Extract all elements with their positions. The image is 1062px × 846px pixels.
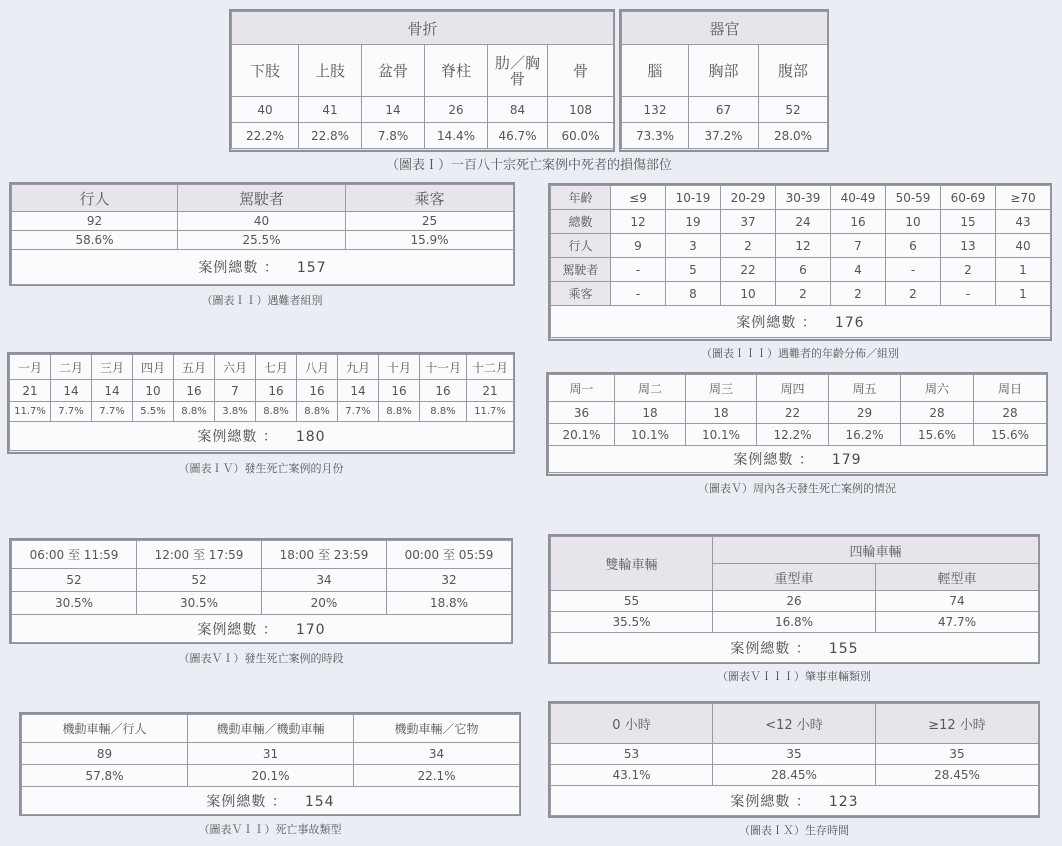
col-header: 行人: [12, 185, 178, 212]
total-row: [10, 422, 514, 451]
period-header: 00:00 至 05:59: [387, 541, 512, 569]
col-header: 腦: [622, 45, 689, 97]
fracture-table: [231, 11, 614, 149]
age-cell: 7: [831, 234, 886, 258]
percent-cell: 22.2%: [232, 123, 299, 149]
percent-cell: 15.6%: [974, 424, 1047, 446]
month-header: 六月: [215, 355, 256, 380]
age-cell: 2: [776, 282, 831, 306]
period-header: 06:00 至 11:59: [12, 541, 137, 569]
age-cell: 24: [776, 210, 831, 234]
percent-cell: 46.7%: [488, 123, 548, 149]
total-label: 案例總數 ：: [730, 640, 811, 657]
total-label: 案例總數 ：: [736, 314, 817, 331]
table-caption: （圖表Ｖ）周內各天發生死亡案例的情況: [698, 482, 896, 495]
age-group: 20-29: [721, 186, 776, 210]
count-cell: 16: [379, 380, 420, 402]
percent-cell: 8.8%: [420, 402, 467, 422]
age-group: 50-59: [886, 186, 941, 210]
total-value: 179: [831, 452, 862, 468]
table-caption: （圖表Ｉ）一百八十宗死亡案例中死者的損傷部位: [385, 158, 672, 173]
age-cell: 13: [941, 234, 996, 258]
percent-cell: 60.0%: [548, 123, 614, 149]
percent-cell: 7.7%: [338, 402, 379, 422]
count-cell: 22: [757, 402, 829, 424]
light-vehicle-header: 輕型車: [876, 564, 1039, 591]
col-header: 脊柱: [425, 45, 488, 97]
count-cell: 35: [713, 744, 876, 765]
total-row: [551, 306, 1051, 338]
age-cell: 40: [996, 234, 1051, 258]
percent-cell: 73.3%: [622, 123, 689, 149]
age-cell: 19: [666, 210, 721, 234]
count-cell: 40: [178, 212, 346, 231]
count-cell: 21: [10, 380, 51, 402]
count-cell: 26: [713, 591, 876, 612]
age-group: 30-39: [776, 186, 831, 210]
month-header: 七月: [256, 355, 297, 380]
count-cell: 25: [346, 212, 514, 231]
count-cell: 21: [467, 380, 514, 402]
total-value: 157: [296, 260, 327, 276]
count-cell: 32: [387, 569, 512, 592]
count-cell: 132: [622, 97, 689, 123]
time-period-table: [11, 540, 512, 643]
percent-cell: 7.7%: [92, 402, 133, 422]
age-cell: 16: [831, 210, 886, 234]
weekday-header: 周二: [615, 375, 686, 402]
percent-cell: 10.1%: [615, 424, 686, 446]
percent-cell: 8.8%: [379, 402, 420, 422]
survival-header: <12 小時: [713, 704, 876, 744]
count-cell: 18: [686, 402, 757, 424]
percent-cell: 16.2%: [829, 424, 901, 446]
percent-cell: 5.5%: [133, 402, 174, 422]
total-label: 案例總數 ：: [197, 621, 278, 638]
percent-cell: 30.5%: [12, 592, 137, 615]
count-cell: 84: [488, 97, 548, 123]
month-header: 二月: [51, 355, 92, 380]
percent-cell: 18.8%: [387, 592, 512, 615]
percent-cell: 43.1%: [551, 765, 713, 786]
organ-table: [621, 11, 828, 149]
count-cell: 28: [901, 402, 974, 424]
total-row: [549, 446, 1047, 473]
age-cell: 12: [611, 210, 666, 234]
month-header: 一月: [10, 355, 51, 380]
count-cell: 74: [876, 591, 1039, 612]
age-group: 60-69: [941, 186, 996, 210]
count-cell: 36: [549, 402, 615, 424]
age-cell: 8: [666, 282, 721, 306]
age-cell: 22: [721, 258, 776, 282]
table-caption: （圖表ＩＶ）發生死亡案例的月份: [178, 462, 344, 475]
row-label: 乘客: [551, 282, 611, 306]
fracture-header: 骨折: [232, 12, 614, 45]
weekday-header: 周日: [974, 375, 1047, 402]
age-cell: 4: [831, 258, 886, 282]
age-cell: -: [611, 282, 666, 306]
percent-cell: 47.7%: [876, 612, 1039, 633]
total-row: [12, 250, 514, 285]
age-cell: 10: [886, 210, 941, 234]
table-caption: （圖表ＩＩ）遇難者組別: [201, 294, 323, 307]
count-cell: 16: [297, 380, 338, 402]
percent-cell: 3.8%: [215, 402, 256, 422]
age-cell: 15: [941, 210, 996, 234]
weekday-header: 周四: [757, 375, 829, 402]
row-label: 總數: [551, 210, 611, 234]
total-value: 176: [834, 314, 865, 331]
count-cell: 18: [615, 402, 686, 424]
percent-cell: 8.8%: [256, 402, 297, 422]
count-cell: 16: [256, 380, 297, 402]
count-cell: 55: [551, 591, 713, 612]
month-header: 九月: [338, 355, 379, 380]
count-cell: 34: [354, 743, 520, 765]
age-cell: -: [886, 258, 941, 282]
col-header: 腹部: [759, 45, 828, 97]
count-cell: 31: [188, 743, 354, 765]
age-cell: 2: [721, 234, 776, 258]
col-header: 肋／胸骨: [488, 45, 548, 97]
table-caption: （圖表ＩＸ）生存時間: [739, 824, 849, 837]
victim-group-table: [11, 184, 514, 285]
count-cell: 14: [51, 380, 92, 402]
total-label: 案例總數 ：: [206, 793, 287, 810]
percent-cell: 28.45%: [876, 765, 1039, 786]
percent-cell: 15.9%: [346, 231, 514, 250]
count-cell: 14: [338, 380, 379, 402]
age-cell: 2: [831, 282, 886, 306]
age-cell: 10: [721, 282, 776, 306]
percent-cell: 25.5%: [178, 231, 346, 250]
age-cell: 12: [776, 234, 831, 258]
total-value: 155: [828, 640, 859, 657]
count-cell: 92: [12, 212, 178, 231]
count-cell: 34: [262, 569, 387, 592]
weekday-header: 周三: [686, 375, 757, 402]
count-cell: 89: [22, 743, 188, 765]
age-cell: 2: [886, 282, 941, 306]
percent-cell: 14.4%: [425, 123, 488, 149]
accident-type-table: [21, 714, 520, 815]
period-header: 18:00 至 23:59: [262, 541, 387, 569]
age-cell: -: [611, 258, 666, 282]
table-caption: （圖表ＶＩＩ）死亡事故類型: [198, 823, 342, 836]
total-label: 案例總數 ：: [197, 429, 278, 445]
row-label: 行人: [551, 234, 611, 258]
total-value: 154: [304, 793, 335, 810]
age-cell: -: [941, 282, 996, 306]
period-header: 12:00 至 17:59: [137, 541, 262, 569]
col-header: 下肢: [232, 45, 299, 97]
count-cell: 26: [425, 97, 488, 123]
percent-cell: 7.8%: [362, 123, 425, 149]
month-header: 十一月: [420, 355, 467, 380]
age-group: ≤9: [611, 186, 666, 210]
weekday-header: 周一: [549, 375, 615, 402]
col-header: 盆骨: [362, 45, 425, 97]
age-cell: 37: [721, 210, 776, 234]
accident-type-header: 機動車輛／機動車輛: [188, 715, 354, 743]
table-caption: （圖表ＶＩ）發生死亡案例的時段: [178, 652, 344, 665]
age-group: ≥70: [996, 186, 1051, 210]
count-cell: 52: [759, 97, 828, 123]
count-cell: 35: [876, 744, 1039, 765]
total-row: [12, 615, 512, 643]
percent-cell: 11.7%: [10, 402, 51, 422]
age-cell: 5: [666, 258, 721, 282]
percent-cell: 35.5%: [551, 612, 713, 633]
count-cell: 40: [232, 97, 299, 123]
month-header: 四月: [133, 355, 174, 380]
four-wheel-header: 四輪車輛: [713, 537, 1039, 564]
month-header: 十二月: [467, 355, 514, 380]
col-header: 骨: [548, 45, 614, 97]
percent-cell: 37.2%: [689, 123, 759, 149]
count-cell: 14: [92, 380, 133, 402]
total-value: 180: [295, 429, 326, 445]
percent-cell: 16.8%: [713, 612, 876, 633]
total-value: 170: [295, 621, 326, 638]
percent-cell: 7.7%: [51, 402, 92, 422]
percent-cell: 12.2%: [757, 424, 829, 446]
age-group: 40-49: [831, 186, 886, 210]
table-caption: （圖表ＩＩＩ）遇難者的年齡分佈／組別: [701, 347, 899, 360]
weekday-header: 周五: [829, 375, 901, 402]
percent-cell: 28.45%: [713, 765, 876, 786]
survival-header: ≥12 小時: [876, 704, 1039, 744]
count-cell: 10: [133, 380, 174, 402]
percent-cell: 22.8%: [299, 123, 362, 149]
vehicle-type-table: [550, 536, 1039, 663]
percent-cell: 20%: [262, 592, 387, 615]
heavy-vehicle-header: 重型車: [713, 564, 876, 591]
age-header-label: 年齡: [551, 186, 611, 210]
percent-cell: 58.6%: [12, 231, 178, 250]
total-label: 案例總數 ：: [733, 452, 814, 468]
age-cell: 1: [996, 282, 1051, 306]
count-cell: 52: [137, 569, 262, 592]
percent-cell: 20.1%: [549, 424, 615, 446]
percent-cell: 22.1%: [354, 765, 520, 787]
count-cell: 52: [12, 569, 137, 592]
total-label: 案例總數 ：: [198, 260, 279, 276]
age-cell: 9: [611, 234, 666, 258]
count-cell: 29: [829, 402, 901, 424]
percent-cell: 8.8%: [174, 402, 215, 422]
month-header: 五月: [174, 355, 215, 380]
age-group: 10-19: [666, 186, 721, 210]
total-label: 案例總數 ：: [730, 793, 811, 810]
count-cell: 108: [548, 97, 614, 123]
accident-type-header: 機動車輛／它物: [354, 715, 520, 743]
age-cell: 6: [776, 258, 831, 282]
percent-cell: 15.6%: [901, 424, 974, 446]
percent-cell: 30.5%: [137, 592, 262, 615]
col-header: 上肢: [299, 45, 362, 97]
age-cell: 6: [886, 234, 941, 258]
weekday-table: [548, 374, 1047, 473]
organ-header: 器官: [622, 12, 828, 45]
age-distribution-table: [550, 185, 1051, 338]
row-label: 駕駛者: [551, 258, 611, 282]
col-header: 乘客: [346, 185, 514, 212]
survival-header: 0 小時: [551, 704, 713, 744]
month-header: 三月: [92, 355, 133, 380]
total-row: [551, 786, 1039, 816]
percent-cell: 11.7%: [467, 402, 514, 422]
month-header: 十月: [379, 355, 420, 380]
two-wheel-header: 雙輪車輛: [551, 537, 713, 591]
count-cell: 16: [174, 380, 215, 402]
percent-cell: 10.1%: [686, 424, 757, 446]
age-cell: 43: [996, 210, 1051, 234]
total-row: [551, 633, 1039, 663]
month-header: 八月: [297, 355, 338, 380]
count-cell: 7: [215, 380, 256, 402]
percent-cell: 57.8%: [22, 765, 188, 787]
count-cell: 53: [551, 744, 713, 765]
percent-cell: 28.0%: [759, 123, 828, 149]
percent-cell: 8.8%: [297, 402, 338, 422]
total-value: 123: [828, 793, 859, 810]
age-cell: 2: [941, 258, 996, 282]
weekday-header: 周六: [901, 375, 974, 402]
table-caption: （圖表ＶＩＩＩ）肇事車輛類別: [717, 670, 871, 683]
survival-time-table: [550, 703, 1039, 816]
total-row: [22, 787, 520, 815]
count-cell: 41: [299, 97, 362, 123]
month-table: [9, 354, 514, 451]
percent-cell: 20.1%: [188, 765, 354, 787]
age-cell: 3: [666, 234, 721, 258]
col-header: 駕駛者: [178, 185, 346, 212]
count-cell: 14: [362, 97, 425, 123]
count-cell: 67: [689, 97, 759, 123]
count-cell: 16: [420, 380, 467, 402]
age-cell: 1: [996, 258, 1051, 282]
count-cell: 28: [974, 402, 1047, 424]
accident-type-header: 機動車輛／行人: [22, 715, 188, 743]
col-header: 胸部: [689, 45, 759, 97]
